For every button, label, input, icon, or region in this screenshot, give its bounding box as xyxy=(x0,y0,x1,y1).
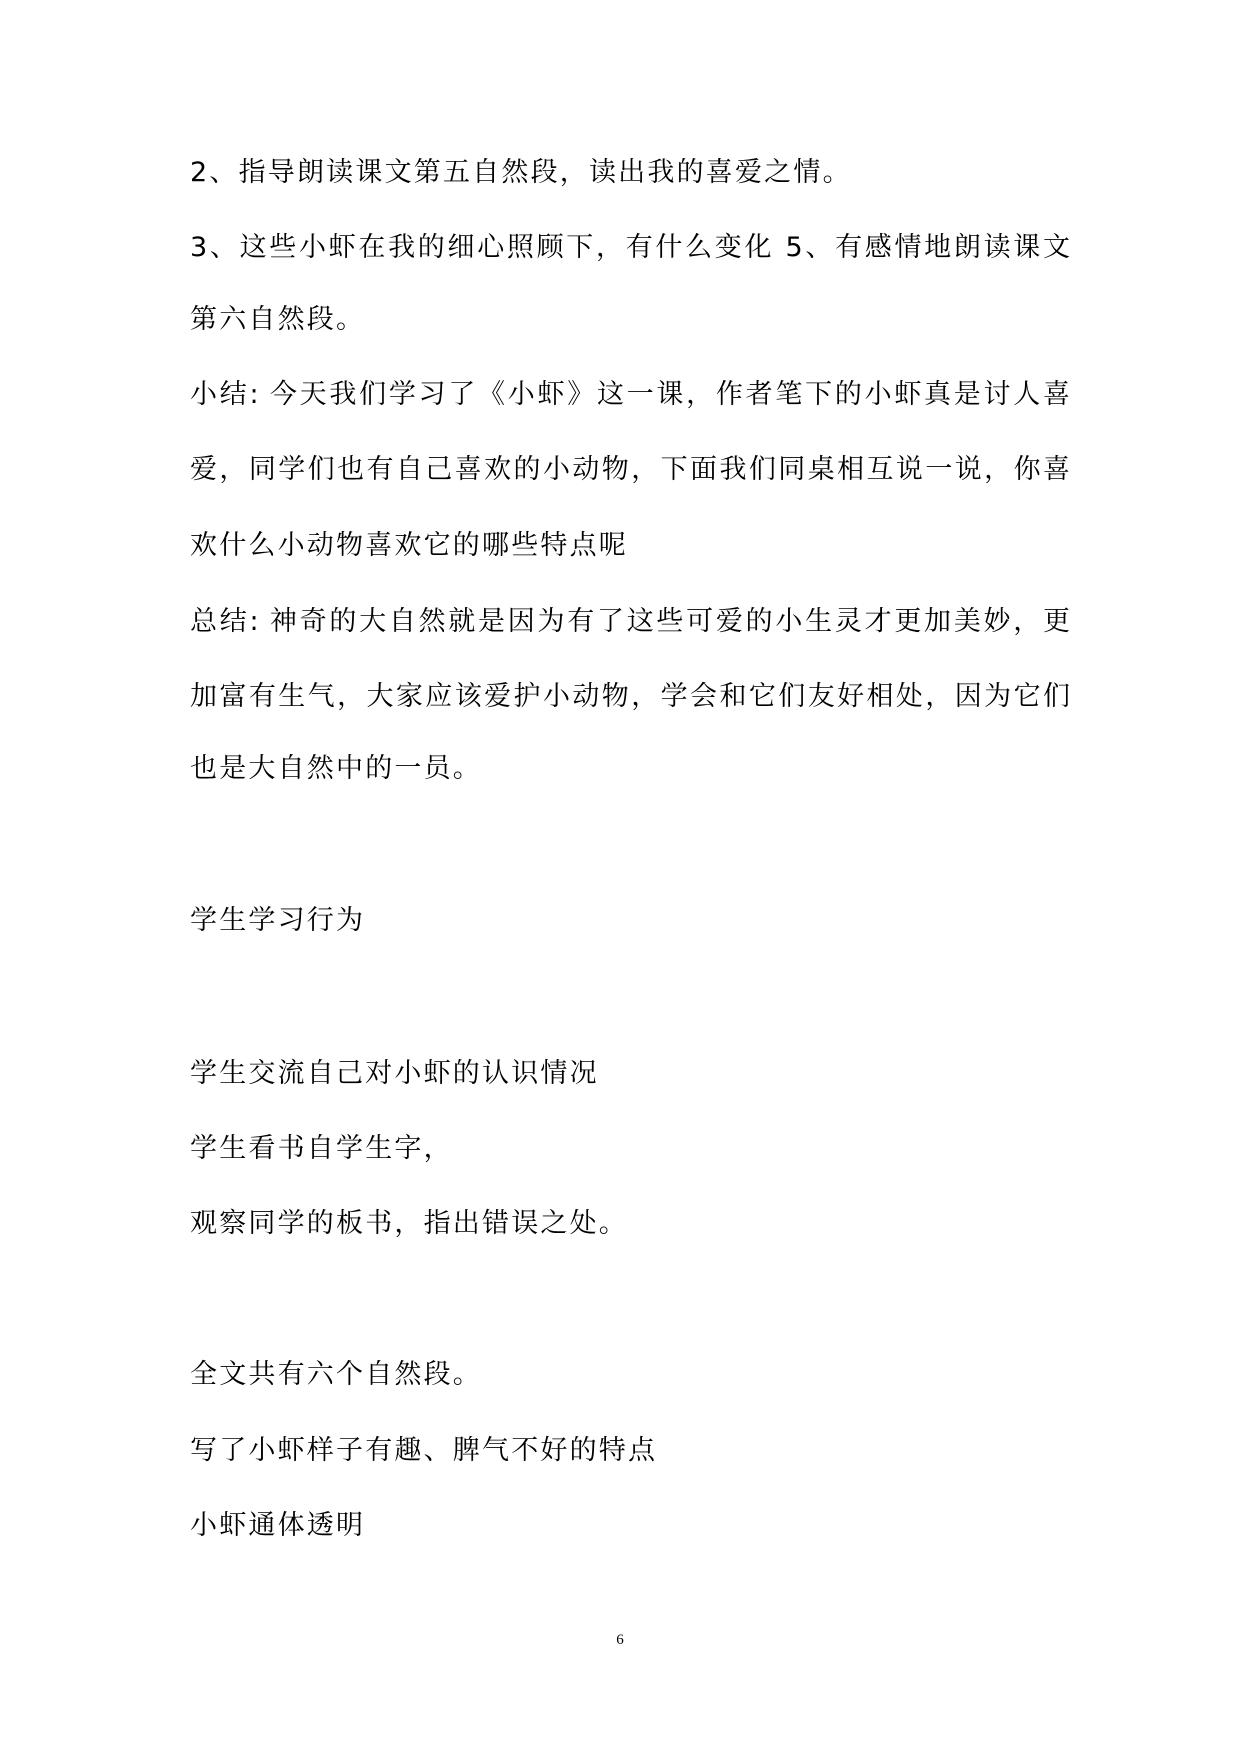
text-line-6: 欢什么小动物喜欢它的哪些特点呢 xyxy=(190,530,628,561)
text-line-8: 加富有生气，大家应该爱护小动物，学会和它们友好相处，因为它们 xyxy=(190,681,1070,712)
page-number: 6 xyxy=(616,1632,624,1648)
text-line-15: 小虾通体透明 xyxy=(190,1510,366,1541)
text-line-10: 学生交流自己对小虾的认识情况 xyxy=(190,1058,599,1089)
text-line-12: 观察同学的板书，指出错误之处。 xyxy=(190,1208,628,1239)
text-line-5: 爱，同学们也有自己喜欢的小动物，下面我们同桌相互说一说，你喜 xyxy=(190,454,1070,485)
text-line-13: 全文共有六个自然段。 xyxy=(190,1359,482,1390)
text-line-7: 总结: 神奇的大自然就是因为有了这些可爱的小生灵才更加美妙，更 xyxy=(190,606,1070,637)
text-line-14: 写了小虾样子有趣、脾气不好的特点 xyxy=(190,1435,658,1466)
text-line-2: 3、这些小虾在我的细心照顾下，有什么变化 5、有感情地朗读课文 xyxy=(190,232,1070,263)
text-line-4: 小结: 今天我们学习了《小虾》这一课，作者笔下的小虾真是讨人喜 xyxy=(190,379,1070,410)
text-line-3: 第六自然段。 xyxy=(190,304,366,335)
text-line-11: 学生看书自学生字， xyxy=(190,1133,453,1164)
text-line-9: 也是大自然中的一员。 xyxy=(190,753,482,784)
text-line-1: 2、指导朗读课文第五自然段，读出我的喜爱之情。 xyxy=(190,157,852,188)
section-heading: 学生学习行为 xyxy=(190,905,366,936)
